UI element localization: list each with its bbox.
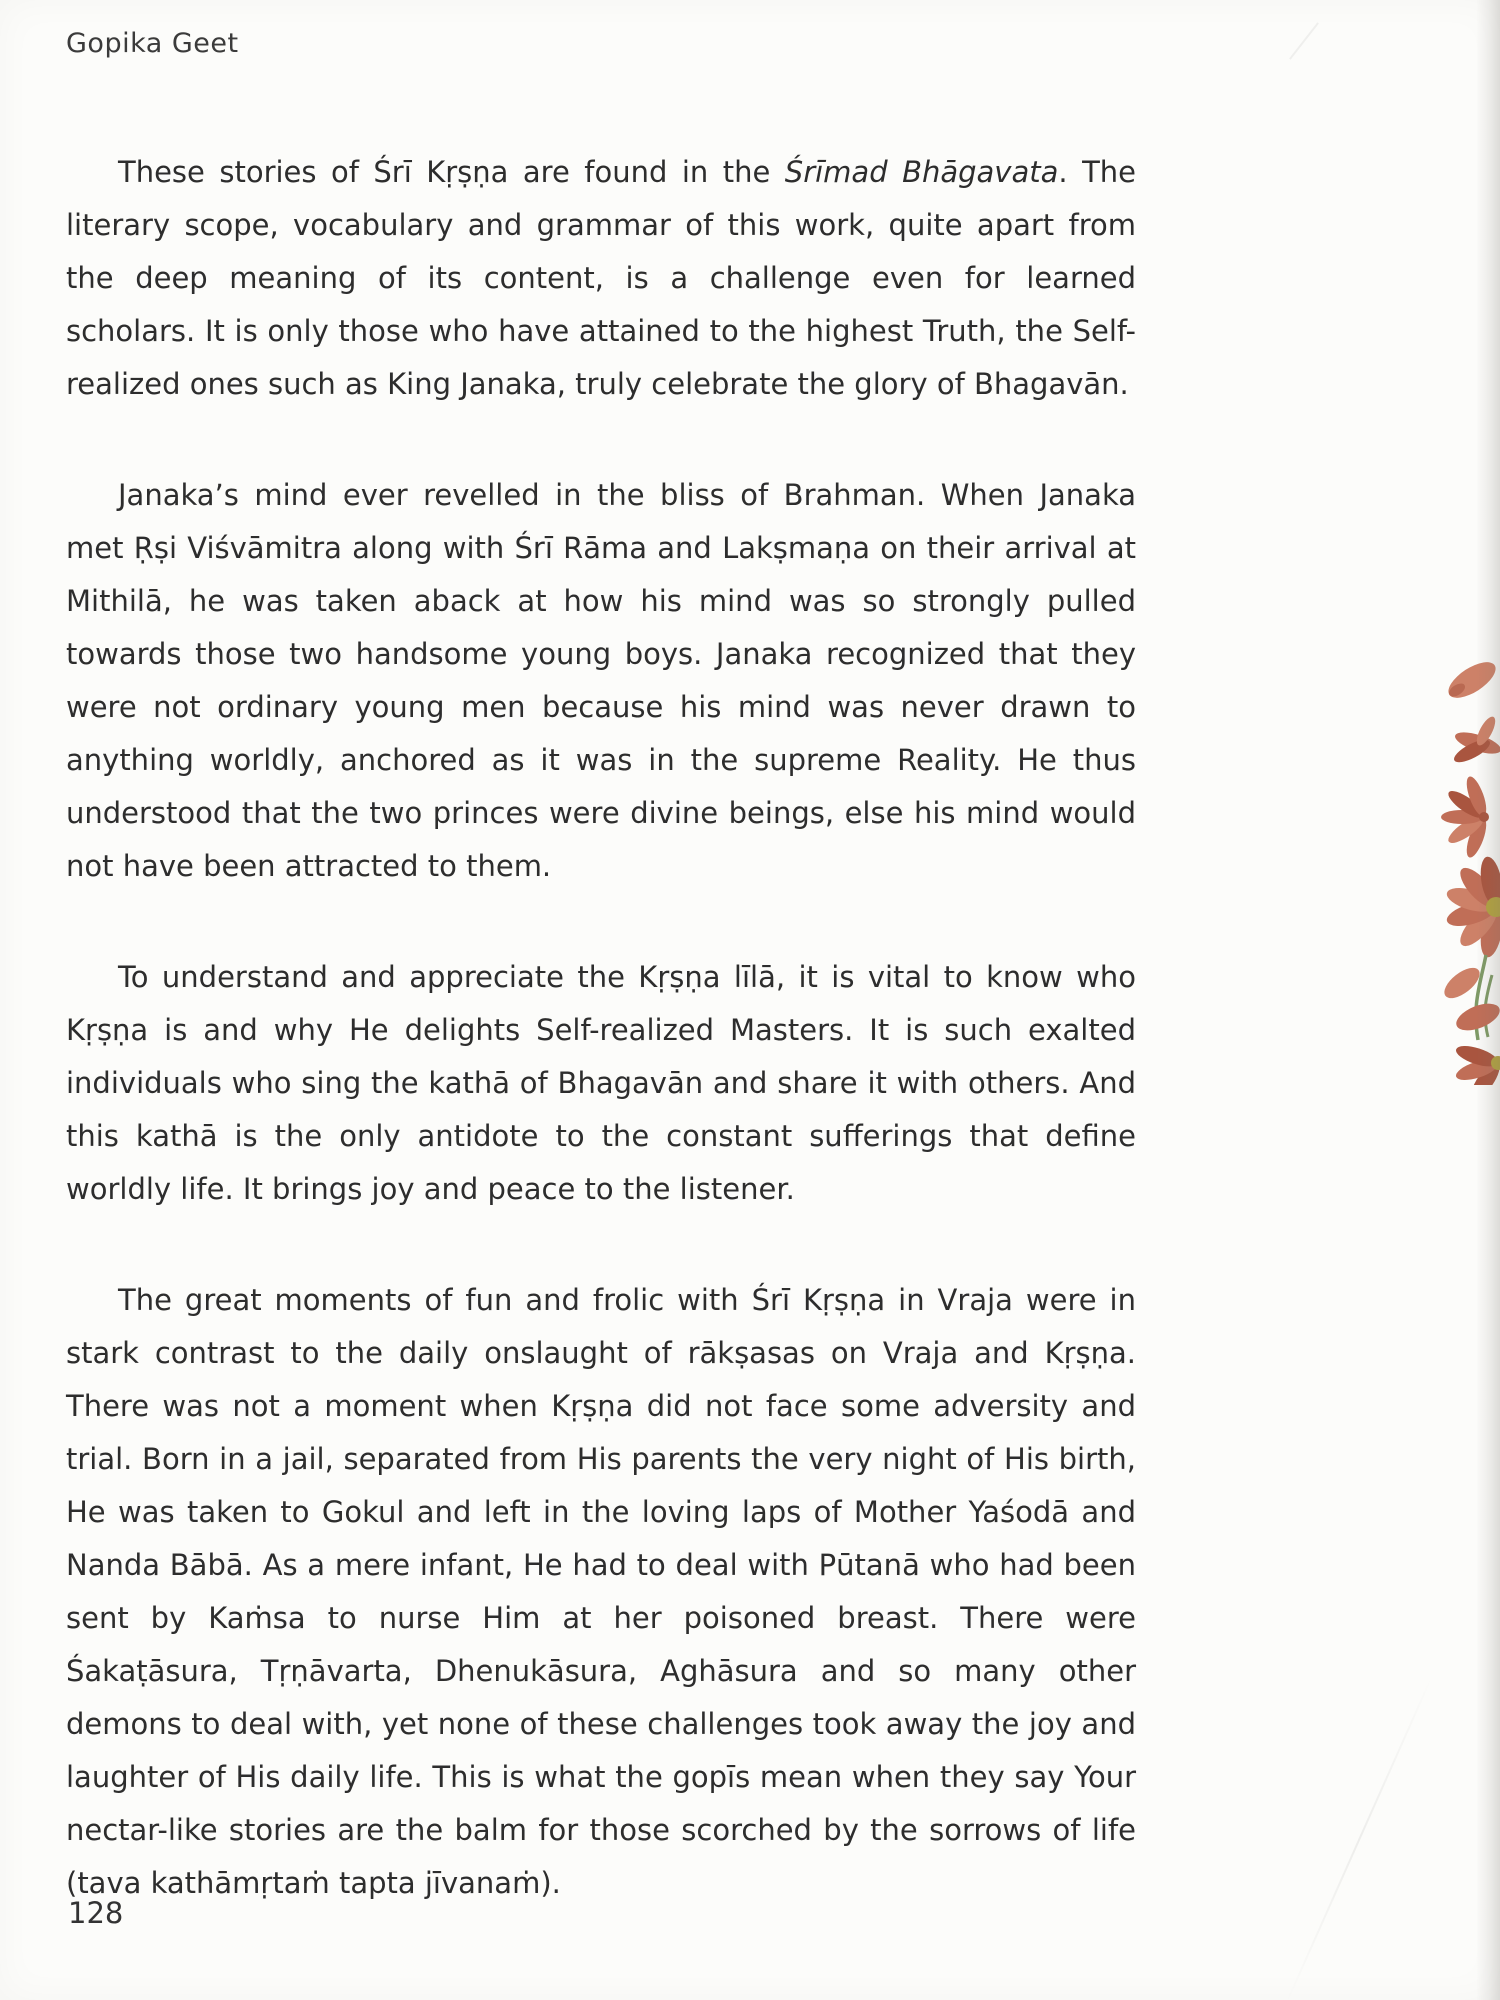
paragraph-text: To understand and appreciate the Kṛṣṇa līlā, it is vital to know who Kṛṣṇa is and why He delights Self-realized Masters. It is such exalted individuals who sing the kathā of Bhagavān and share it with others. And this kathā is the only antidote to the constant sufferings that define worldly life. It brings joy and peace to the listener. [66,960,1136,1206]
paragraph-text: The great moments of fun and frolic with Śrī Kṛṣṇa in Vraja were in stark contrast to the daily onslaught of rākṣasas on Vraja and Kṛṣṇa. There was not a moment when Kṛṣṇa did not face some adversity and trial. Born in a jail, separated from His parents the very night of His birth, He was taken to Gokul and left in the loving laps of Mother Yaśodā and Nanda Bābā. As a mere infant, He had to deal with Pūtanā who had been sent by Kaṁsa to nurse Him at her poisoned breast. There were Śakaṭāsura, Tṛṇāvarta, Dhenukāsura, Aghāsura and so many other demons to deal with, yet none of these challenges took away the joy and laughter of His daily life. This is what the gopīs mean when they say Your nectar-like stories are the balm for those scorched by the sorrows of life (tava kathāmṛtaṁ tapta jīvanaṁ). [66,1283,1136,1900]
page-body [66,146,1136,1968]
book-title-italic: Śrīmad Bhāgavata [784,155,1059,189]
scan-crease [1289,22,1319,59]
page-number: 128 [68,1896,124,1930]
scan-crease [1285,1675,1433,2000]
paragraph-text: These stories of Śrī Kṛṣṇa are found in the [118,155,785,189]
paragraph [66,146,1136,411]
flower-bud-icon [1443,655,1500,705]
partial-flower-icon [1454,1042,1500,1085]
paragraph [66,1274,1136,1910]
paragraph-text: . The literary scope, vocabulary and grammar of this work, quite apart from the deep meaning of its content, is a challenge even for learned scholars. It is only those who have attained to the highest Truth, the Self-realized ones such as King Janaka, truly celebrate the glory of Bhagavān. [66,155,1137,401]
flower-decoration-illustration [1420,645,1500,1085]
large-flower-icon [1444,855,1500,959]
flower-bud-icon [1439,962,1500,1036]
flower-bud-icon [1451,714,1500,767]
paragraph-text: Janaka’s mind ever revelled in the bliss of Brahman. When Janaka met Ṛṣi Viśvāmitra along with Śrī Rāma and Lakṣmaṇa on their arrival at Mithilā, he was taken aback at how his mind was so strongly pulled towards those two handsome young boys. Janaka recognized that they were not ordinary young men because his mind was never drawn to anything worldly, anchored as it was in the supreme Reality. He thus understood that the two princes were divine beings, else his mind would not have been attracted to them. [66,478,1136,883]
paragraph [66,951,1136,1216]
star-flower-icon [1441,774,1490,860]
page-header-title: Gopika Geet [66,28,239,59]
paragraph [66,469,1136,893]
